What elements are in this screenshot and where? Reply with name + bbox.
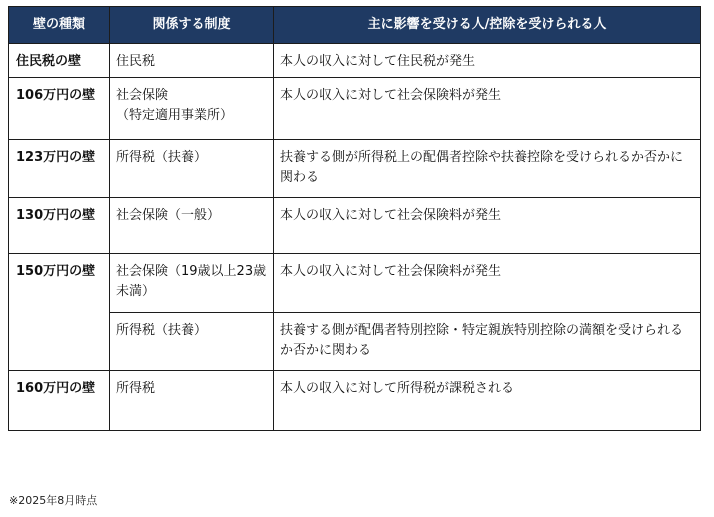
affected-cell: 本人の収入に対して住民税が発生: [274, 44, 701, 78]
header-related-system: 関係する制度: [110, 7, 274, 44]
table-row: [9, 198, 701, 254]
related-system: 住民税: [116, 54, 156, 69]
related-system-cell: [110, 313, 274, 371]
related-system: 社会保険: [116, 88, 169, 103]
table-row: [9, 371, 701, 431]
wall-name: 150万円の壁: [9, 254, 110, 371]
footnote: ※2025年8月時点: [9, 494, 98, 507]
related-system-cell: [110, 140, 274, 198]
header-affected: 主に影響を受ける人/控除を受けられる人: [274, 7, 701, 44]
table-row: [9, 140, 701, 198]
table-row: [9, 254, 701, 313]
wall-name: 106万円の壁: [9, 78, 110, 140]
header-wall-type: 壁の種類: [9, 7, 110, 44]
income-walls-table: [8, 6, 701, 431]
table-row: [9, 78, 701, 140]
related-system: 所得税（扶養）: [116, 323, 208, 338]
table-row: [9, 313, 701, 371]
affected-cell: 本人の収入に対して所得税が課税される: [274, 371, 701, 431]
wall-name: 123万円の壁: [9, 140, 110, 198]
wall-name: 130万円の壁: [9, 198, 110, 254]
affected-cell: 扶養する側が配偶者特別控除・特定親族特別控除の満額を受けられるか否かに関わる: [274, 313, 701, 371]
related-system: 社会保険（19歳以上23歳未満）: [116, 264, 267, 299]
affected-cell: 本人の収入に対して社会保険料が発生: [274, 254, 701, 313]
related-system-cell: [110, 371, 274, 431]
related-system: 所得税（扶養）: [116, 150, 208, 165]
table-row: [9, 44, 701, 78]
affected-cell: 本人の収入に対して社会保険料が発生: [274, 78, 701, 140]
table-header: [9, 7, 701, 44]
affected-cell: 本人の収入に対して社会保険料が発生: [274, 198, 701, 254]
related-system-cell: [110, 78, 274, 140]
table-body: [9, 44, 701, 431]
related-system: 社会保険（一般）: [116, 208, 221, 223]
header-row: [9, 7, 701, 44]
related-system-cell: [110, 44, 274, 78]
wall-name: 160万円の壁: [9, 371, 110, 431]
related-system: 所得税: [116, 381, 156, 396]
related-system-cell: [110, 198, 274, 254]
related-system-cell: [110, 254, 274, 313]
wall-name: 住民税の壁: [9, 44, 110, 78]
related-system-detail: （特定適用事業所）: [116, 108, 234, 123]
affected-cell: 扶養する側が所得税上の配偶者控除や扶養控除を受けられるか否かに関わる: [274, 140, 701, 198]
